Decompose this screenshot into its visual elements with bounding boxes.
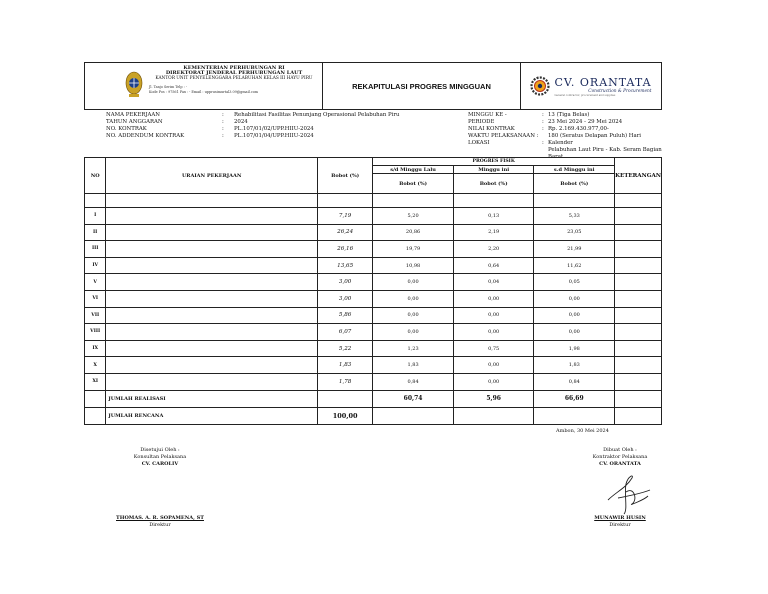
row-bobot: 5,22	[318, 340, 373, 357]
value-lokasi: Pelabuhan Laut Piru - Kab. Seram Bagian Barat	[548, 147, 662, 160]
rencana-row	[85, 407, 662, 424]
row-uraian	[106, 357, 318, 374]
table-row	[85, 257, 662, 274]
row-bobot: 7,19	[318, 208, 373, 225]
row-keterangan	[615, 274, 662, 291]
company-tagline: General contractor, procurement and supplies	[554, 93, 616, 97]
row-uraian	[106, 208, 318, 225]
info-colons-right: : : : :	[542, 112, 544, 146]
table-row	[85, 224, 662, 241]
row-keterangan	[615, 373, 662, 390]
rencana-bobot: 100,00	[318, 407, 373, 424]
row-no: III	[85, 241, 106, 258]
table-row	[85, 274, 662, 291]
row-sd: 1,98	[534, 340, 615, 357]
row-uraian	[106, 324, 318, 341]
row-no: VII	[85, 307, 106, 324]
row-bobot: 3,00	[318, 274, 373, 291]
project-info	[84, 110, 662, 160]
company-gear-logo-icon	[530, 76, 550, 96]
header-bobot: Bobot (%)	[318, 158, 373, 194]
row-bobot: 1,78	[318, 373, 373, 390]
row-ini: 0,00	[453, 373, 534, 390]
row-bobot: 1,83	[318, 357, 373, 374]
row-uraian	[106, 257, 318, 274]
row-no: X	[85, 357, 106, 374]
realisasi-ini: 5,96	[453, 390, 534, 407]
row-no: II	[85, 224, 106, 241]
report-title: REKAPITULASI PROGRES MINGGUAN	[323, 63, 521, 109]
row-lalu: 1,23	[373, 340, 454, 357]
row-ini: 2,19	[453, 224, 534, 241]
subheader-bobot-lalu: Bobot (%)	[373, 174, 454, 194]
row-sd: 0,05	[534, 274, 615, 291]
header-uraian: URAIAN PEKERJAAN	[106, 158, 318, 194]
gov-line3: KANTOR UNIT PENYELENGGARA PELABUHAN KELAS III HAYU PIRU	[155, 76, 313, 81]
progress-rows	[85, 194, 662, 391]
signatory-right	[580, 515, 660, 529]
row-keterangan	[615, 208, 662, 225]
spacer-row	[85, 194, 662, 208]
rencana-label: JUMLAH RENCANA	[106, 407, 318, 424]
table-row	[85, 241, 662, 258]
row-keterangan	[615, 241, 662, 258]
realisasi-row	[85, 390, 662, 407]
ministry-emblem-icon	[125, 71, 143, 99]
realisasi-label: JUMLAH REALISASI	[106, 390, 318, 407]
table-row	[85, 340, 662, 357]
row-keterangan	[615, 257, 662, 274]
row-keterangan	[615, 357, 662, 374]
row-uraian	[106, 340, 318, 357]
row-lalu: 10,98	[373, 257, 454, 274]
row-sd: 11,62	[534, 257, 615, 274]
table-row	[85, 290, 662, 307]
header-sd-minggu-ini: s.d Minggu ini	[534, 166, 615, 174]
value-waktu-pelaksanaan: 180 (Seratus Delapan Puluh) Hari Kalender	[548, 133, 641, 146]
progress-table	[84, 157, 662, 425]
left-company: CV. CAROLIV	[141, 461, 179, 467]
info-values-left	[234, 112, 399, 140]
row-sd: 5,33	[534, 208, 615, 225]
signature-block-left	[110, 447, 210, 468]
header-sd-minggu-lalu: s/d Minggu Lalu	[373, 166, 454, 174]
row-ini: 0,00	[453, 324, 534, 341]
header-keterangan: KETERANGAN	[615, 158, 662, 194]
header-no: NO	[85, 158, 106, 194]
row-sd: 0,00	[534, 290, 615, 307]
row-ini: 0,00	[453, 307, 534, 324]
row-lalu: 0,00	[373, 307, 454, 324]
row-lalu: 20,86	[373, 224, 454, 241]
row-no: I	[85, 208, 106, 225]
row-keterangan	[615, 324, 662, 341]
government-title	[149, 66, 319, 81]
realisasi-sd: 66,69	[534, 390, 615, 407]
row-sd: 0,84	[534, 373, 615, 390]
company-letterhead	[521, 63, 661, 109]
row-no: IX	[85, 340, 106, 357]
subheader-bobot-sd: Bobot (%)	[534, 174, 615, 194]
subheader-bobot-ini: Bobot (%)	[453, 174, 534, 194]
row-ini: 0,04	[453, 274, 534, 291]
government-letterhead	[85, 63, 323, 109]
row-uraian	[106, 307, 318, 324]
signature-block-right	[570, 447, 670, 468]
row-ini: 0,00	[453, 290, 534, 307]
row-sd: 0,00	[534, 324, 615, 341]
gov-address-line2: Kode Pos : 97561 Fax : - Email : upprusimurtal3.09@gmail.com	[149, 90, 258, 94]
place-date: Ambon, 30 Mei 2024	[556, 428, 609, 434]
label-tahun-anggaran: TAHUN ANGGARAN	[106, 119, 163, 125]
label-no-addendum: NO. ADDENDUM KONTRAK	[106, 133, 185, 139]
row-bobot: 6,07	[318, 324, 373, 341]
document-header	[84, 62, 662, 110]
label-no-kontrak: NO. KONTRAK	[106, 126, 147, 132]
gov-line2: DIREKTORAT JENDERAL PERHUBUNGAN LAUT	[165, 70, 303, 76]
row-uraian	[106, 274, 318, 291]
signatory-left	[100, 515, 220, 529]
row-bobot: 5,86	[318, 307, 373, 324]
row-sd: 23,05	[534, 224, 615, 241]
left-role-org: Konsultan Pelaksana	[133, 454, 187, 460]
row-lalu: 1,83	[373, 357, 454, 374]
row-no: VI	[85, 290, 106, 307]
company-subtitle: Construction & Procurement	[588, 88, 652, 94]
row-ini: 0,75	[453, 340, 534, 357]
right-signatory-name: MUNAWIR HUSIN	[594, 515, 646, 521]
row-bobot: 3,00	[318, 290, 373, 307]
header-minggu-ini: Minggu ini	[453, 166, 534, 174]
value-minggu-ke: 13 (Tiga Belas)	[548, 112, 590, 118]
row-sd: 21,99	[534, 241, 615, 258]
gov-address-line1: Jl. Tanjo Serim Telp : -	[149, 85, 188, 89]
row-bobot: 26,16	[318, 241, 373, 258]
row-bobot: 26,24	[318, 224, 373, 241]
row-keterangan	[615, 224, 662, 241]
row-sd: 0,00	[534, 307, 615, 324]
row-lalu: 5,20	[373, 208, 454, 225]
row-lalu: 19,79	[373, 241, 454, 258]
row-sd: 1,83	[534, 357, 615, 374]
right-role-org: Kontraktor Pelaksana	[592, 454, 648, 460]
gov-line1: KEMENTERIAN PERHUBUNGAN RI	[183, 65, 285, 71]
government-address	[149, 85, 258, 95]
info-labels-left	[106, 112, 184, 140]
table-row	[85, 307, 662, 324]
label-minggu-ke: MINGGU KE -	[468, 112, 507, 118]
row-ini: 2,20	[453, 241, 534, 258]
table-row	[85, 373, 662, 390]
label-waktu-pelaksanaan: WAKTU PELAKSANAAN :	[468, 133, 539, 139]
row-lalu: 0,00	[373, 290, 454, 307]
left-signatory-name: THOMAS. A. R. SOPAMENA, ST	[116, 515, 204, 521]
value-tahun-anggaran: 2024	[234, 119, 248, 125]
row-keterangan	[615, 340, 662, 357]
row-ini: 0,64	[453, 257, 534, 274]
row-keterangan	[615, 307, 662, 324]
handwritten-signature	[598, 470, 658, 518]
value-no-addendum: PL.107/01/04/UPP.HIIU-2024	[234, 133, 314, 139]
right-signatory-role: Direktur	[609, 522, 631, 528]
row-uraian	[106, 373, 318, 390]
row-uraian	[106, 241, 318, 258]
table-row	[85, 357, 662, 374]
label-lokasi: LOKASI	[468, 140, 490, 146]
value-periode: 23 Mei 2024 - 29 Mei 2024	[548, 119, 623, 125]
realisasi-lalu: 60,74	[373, 390, 454, 407]
value-no-kontrak: PL.107/01/02/UPP.HIIU-2024	[234, 126, 314, 132]
row-ini: 0,13	[453, 208, 534, 225]
row-bobot: 13,65	[318, 257, 373, 274]
label-periode: PERIODE	[468, 119, 495, 125]
header-progres-fisik: PROGRES FISIK	[373, 158, 615, 166]
table-row	[85, 324, 662, 341]
row-uraian	[106, 290, 318, 307]
right-company: CV. ORANTATA	[599, 461, 641, 467]
value-nama-pekerjaan: Rehabilitasi Fasilitas Penunjang Operasional Pelabuhan Piru	[234, 112, 400, 118]
row-no: V	[85, 274, 106, 291]
row-lalu: 0,84	[373, 373, 454, 390]
row-lalu: 0,00	[373, 274, 454, 291]
info-colons-left: : : : :	[222, 112, 224, 139]
row-lalu: 0,00	[373, 324, 454, 341]
row-keterangan	[615, 290, 662, 307]
row-uraian	[106, 224, 318, 241]
company-name: CV. ORANTATA	[554, 75, 652, 89]
row-ini: 0,00	[453, 357, 534, 374]
row-no: VIII	[85, 324, 106, 341]
info-labels-right	[468, 112, 538, 147]
label-nilai-kontrak: NILAI KONTRAK	[468, 126, 515, 132]
right-made-by: Dibuat Oleh :	[603, 447, 637, 453]
value-nilai-kontrak: Rp. 2.169.430.977,00-	[548, 126, 609, 132]
document-page	[84, 62, 662, 420]
label-nama-pekerjaan: NAMA PEKERJAAN	[106, 112, 160, 118]
row-no: XI	[85, 373, 106, 390]
row-no: IV	[85, 257, 106, 274]
info-values-right	[548, 112, 662, 161]
left-approved-by: Disetujui Oleh :	[140, 447, 180, 453]
left-signatory-role: Direktur	[149, 522, 171, 528]
table-row	[85, 208, 662, 225]
